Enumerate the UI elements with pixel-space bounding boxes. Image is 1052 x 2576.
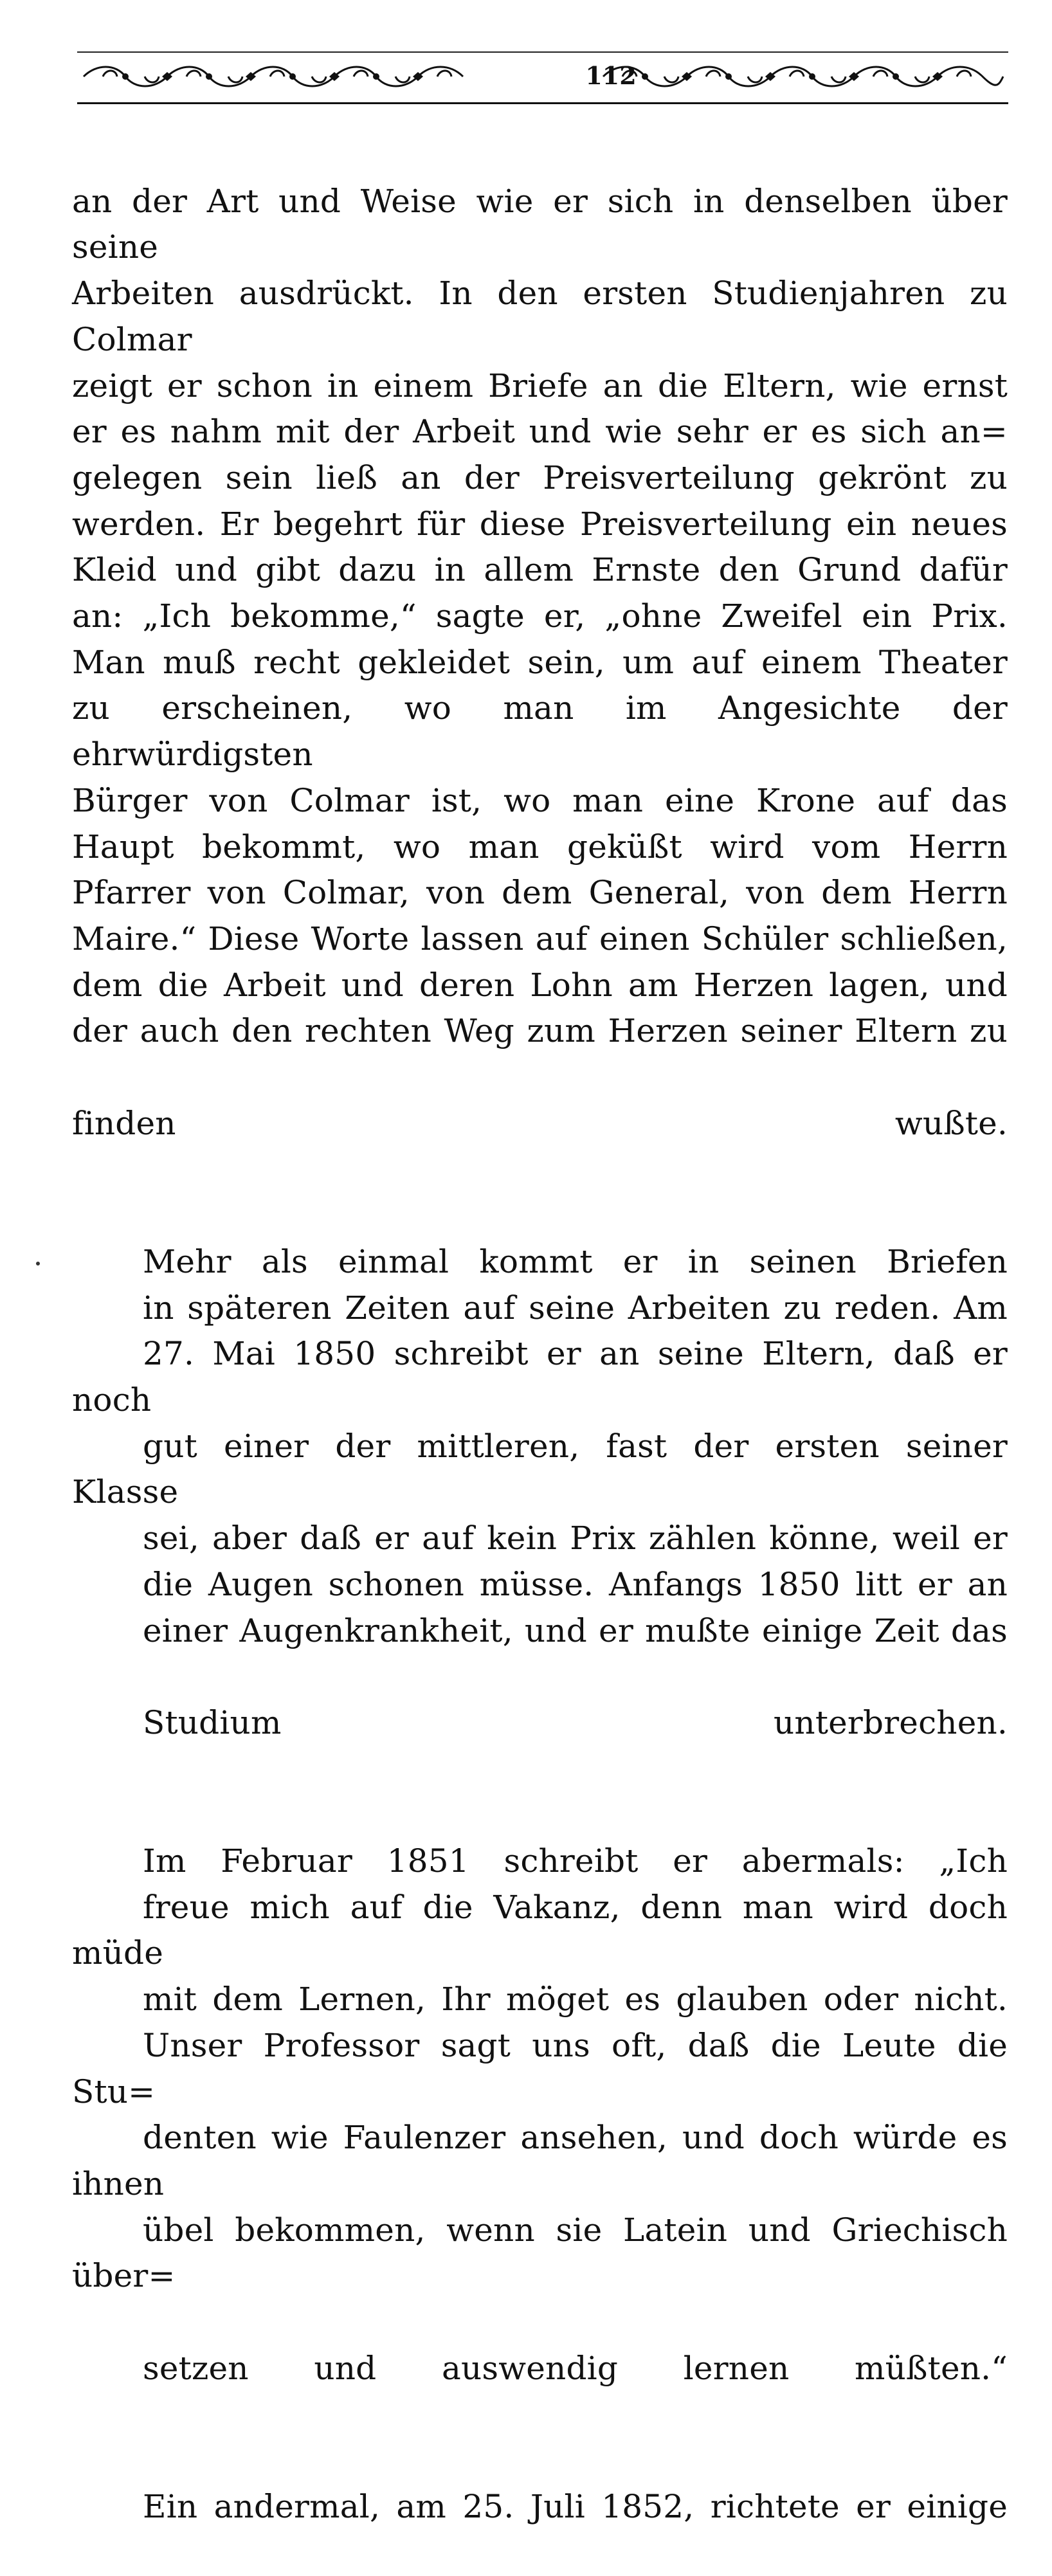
text-line: Mehr als einmal kommt er in seinen Briefen: [143, 1242, 1008, 1280]
paragraph-body: [72, 179, 1008, 1055]
text-line: einer Augenkrankheit, und er mußte einige Zeit das: [143, 1611, 1008, 1649]
text-line: Maire.“ Diese Worte lassen auf einen Schüler schließen,: [72, 920, 1008, 957]
left-vine-ornament-icon: [77, 60, 476, 93]
paragraph: [72, 132, 1008, 1193]
text-line: in späteren Zeiten auf seine Arbeiten zu reden. Am: [143, 1289, 1008, 1327]
text-line: Man muß recht gekleidet sein, um auf einem Theater: [72, 643, 1008, 681]
text-line: mit dem Lernen, Ihr möget es glauben oder nicht.: [143, 1981, 1008, 2018]
paragraph: [72, 1193, 1008, 1792]
text-line: Ein andermal, am 25. Juli 1852, richtete er einige: [143, 2487, 1008, 2525]
text-line: der auch den rechten Weg zum Herzen seiner Eltern zu: [72, 1012, 1008, 1050]
text-line: an: „Ich bekomme,“ sagte er, „ohne Zweifel ein Prix.: [72, 597, 1008, 635]
paragraph-body: [72, 1838, 1008, 2299]
paragraph: [72, 1792, 1008, 2438]
text-line: er es nahm mit der Arbeit und wie sehr er es sich an=: [72, 413, 1008, 451]
text-line: freue mich auf die Vakanz, denn man wird doch müde: [72, 1888, 1008, 1972]
text-line: gelegen sein ließ an der Preisverteilung gekrönt zu: [72, 458, 1008, 496]
paragraph-last-line: finden wußte.: [72, 1104, 1008, 1142]
text-line: Im Februar 1851 schreibt er abermals: „Ich: [143, 1842, 1008, 1880]
paragraph-body: [72, 2484, 1008, 2530]
text-line: Arbeiten ausdrückt. In den ersten Studienjahren zu Colmar: [72, 275, 1008, 358]
text-line: an der Art und Weise wie er sich in denselben über seine: [72, 182, 1008, 266]
text-line: 27. Mai 1850 schreibt er an seine Eltern, daß er noch: [72, 1335, 1008, 1419]
text-line: werden. Er begehrt für diese Preisverteilung ein neues: [72, 505, 1008, 543]
text-line: dem die Arbeit und deren Lohn am Herzen lagen, und: [72, 966, 1008, 1004]
page-header: [77, 46, 1008, 104]
text-line: sei, aber daß er auf kein Prix zählen könne, weil er: [143, 1519, 1008, 1557]
text-line: Haupt bekommt, wo man geküßt wird vom Herrn: [72, 828, 1008, 866]
margin-mark: [36, 1262, 40, 1265]
paragraph-body: [72, 1239, 1008, 1654]
text-line: Kleid und gibt dazu in allem Ernste den Grund dafür: [72, 551, 1008, 589]
text-line: gut einer der mittleren, fast der ersten seiner Klasse: [72, 1427, 1008, 1511]
paragraph-last-line: Studium unterbrechen.: [143, 1703, 1008, 1741]
header-thick-rule: [77, 102, 1008, 104]
paragraph-last-line: setzen und auswendig lernen müßten.“: [143, 2349, 1008, 2387]
text-line: die Augen schonen müsse. Anfangs 1850 litt er an: [143, 1565, 1008, 1603]
text-line: zeigt er schon in einem Briefe an die Eltern, wie ernst: [72, 367, 1008, 404]
text-line: Unser Professor sagt uns oft, daß die Leute die Stu=: [72, 2026, 1008, 2110]
text-line: übel bekommen, wenn sie Latein und Griechisch über=: [72, 2211, 1008, 2295]
text-line: Bürger von Colmar ist, wo man eine Krone auf das: [72, 781, 1008, 819]
text-line: denten wie Faulenzer ansehen, und doch würde es ihnen: [72, 2119, 1008, 2202]
body-text: [72, 132, 1008, 2576]
text-line: Pfarrer von Colmar, von dem General, von dem Herrn: [72, 874, 1008, 912]
right-vine-ornament-icon: [597, 60, 1008, 93]
text-line: zu erscheinen, wo man im Angesichte der ehrwürdigsten: [72, 689, 1008, 774]
header-thin-rule: [77, 51, 1008, 53]
paragraph: [72, 2438, 1008, 2576]
page-number: 112: [585, 61, 637, 90]
